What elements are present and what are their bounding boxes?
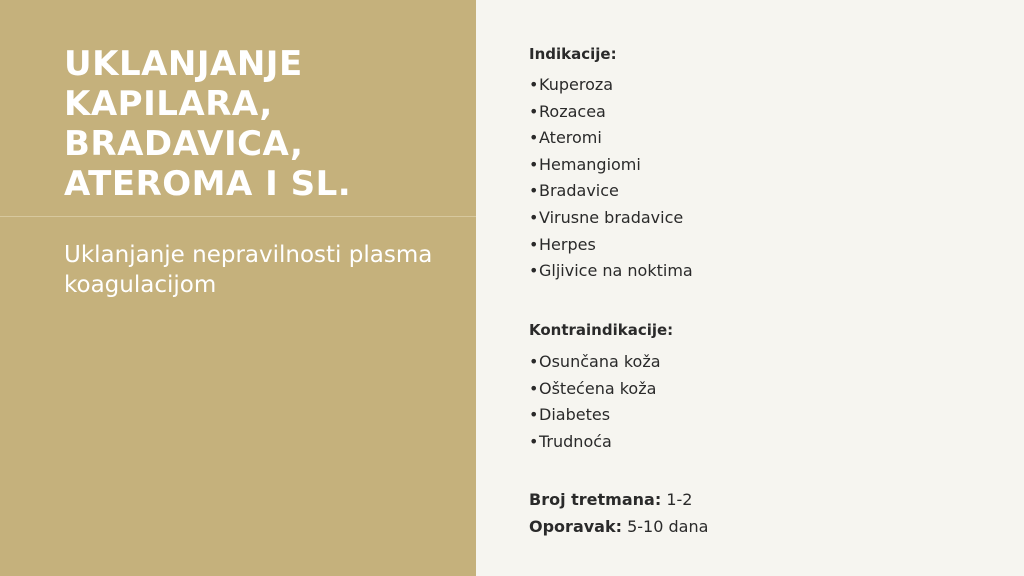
contraindications-heading: Kontraindikacije:	[529, 321, 674, 339]
bullet-icon: •	[529, 101, 539, 121]
bullet-icon: •	[529, 405, 539, 425]
list-item-label: Herpes	[539, 234, 596, 254]
list-item-label: Virusne bradavice	[539, 207, 684, 227]
list-item-label: Bradavice	[539, 181, 619, 201]
bullet-icon: •	[529, 207, 539, 227]
list-item	[529, 205, 693, 232]
bullet-icon: •	[529, 378, 539, 398]
bullet-icon: •	[529, 181, 539, 201]
indications-heading: Indikacije:	[529, 45, 617, 63]
treatment-count-value: 1-2	[666, 490, 693, 509]
page-subtitle: Uklanjanje nepravilnosti plasma koagulacijom	[64, 242, 433, 298]
list-item	[529, 349, 661, 376]
list-item	[529, 376, 661, 403]
list-item-label: Hemangiomi	[539, 154, 641, 174]
list-item-label: Gljivice na noktima	[539, 261, 693, 281]
list-item-label: Osunčana koža	[539, 352, 661, 371]
list-item	[529, 125, 693, 152]
list-item-label: Kuperoza	[539, 75, 614, 94]
treatment-count-label: Broj tretmana:	[529, 490, 662, 509]
bullet-icon: •	[529, 128, 539, 148]
list-item-label: Ateromi	[539, 128, 602, 148]
list-item-label: Rozacea	[539, 101, 606, 121]
list-item	[529, 232, 693, 259]
list-item	[529, 99, 693, 126]
indications-list	[529, 72, 693, 285]
recovery-time-value: 5-10 dana	[627, 517, 709, 536]
treatment-count	[529, 489, 692, 511]
bullet-icon: •	[529, 75, 539, 94]
left-panel	[0, 0, 476, 576]
list-item	[529, 178, 693, 205]
bullet-icon: •	[529, 154, 539, 174]
recovery-time	[529, 516, 708, 538]
list-item-label: Trudnoća	[539, 431, 612, 451]
divider	[0, 216, 476, 217]
bullet-icon: •	[529, 234, 539, 254]
page-title: UKLANJANJE KAPILARA, BRADAVICA, ATEROMA I SL.	[64, 44, 352, 204]
list-item	[529, 258, 693, 285]
list-item	[529, 402, 661, 429]
list-item	[529, 72, 693, 99]
bullet-icon: •	[529, 352, 539, 371]
list-item	[529, 429, 661, 456]
right-panel	[476, 0, 1024, 576]
bullet-icon: •	[529, 431, 539, 451]
recovery-time-label: Oporavak:	[529, 517, 622, 536]
list-item-label: Diabetes	[539, 405, 611, 425]
list-item-label: Oštećena koža	[539, 378, 657, 398]
contraindications-list	[529, 349, 661, 455]
list-item	[529, 152, 693, 179]
bullet-icon: •	[529, 261, 539, 281]
